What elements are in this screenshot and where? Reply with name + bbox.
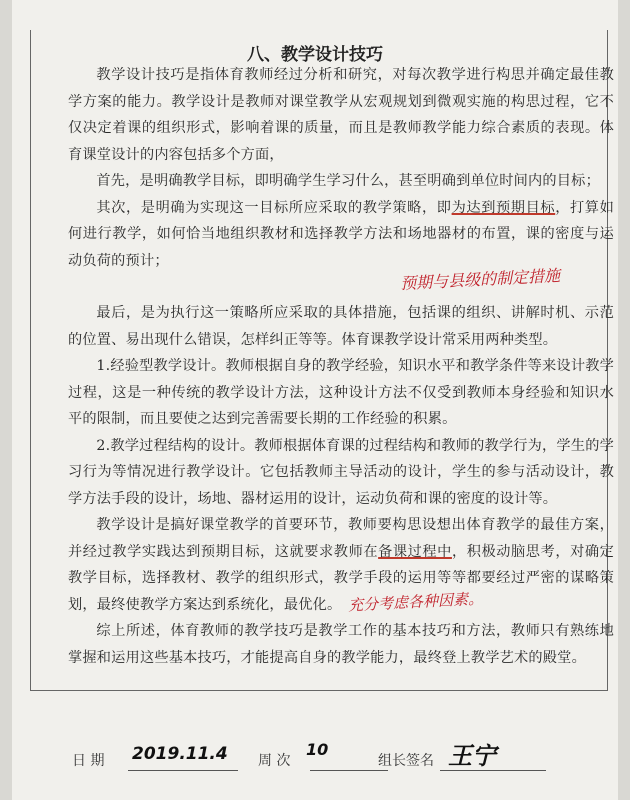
paragraph: 首先，是明确教学目标，即明确学生学习什么，甚至明确到单位时间内的目标； [96, 173, 600, 189]
underlined-phrase: 备课过程中 [378, 543, 452, 560]
paragraph: 其次，是明确为实现这一目标所应采取的教学策略，即为达到预期目标，打算如何进行教学，如何恰当地组织教材和选择教学方法和场地器材的布置，课的密度与运动负荷的预计； [68, 199, 614, 269]
paragraph: 1.经验型教学设计。教师根据自身的教学经验，知识水平和教学条件等来设计教学过程，这是一种传统的教学设计方法，这种设计方法不仅受到教师本身经验和知识水平的限制，而且要使之达到完善需要长期的工作经验的积累。 [68, 358, 614, 427]
week-value: 10 [306, 740, 329, 759]
section-title: 八、教学设计技巧 [247, 45, 383, 65]
date-value: 2019.11.4 [132, 744, 228, 764]
week-line [310, 770, 388, 771]
footer [0, 738, 630, 778]
paragraph: 教学设计是搞好课堂教学的首要环节，教师要构思设想出体育教学的最佳方案，并经过教学实践达到预期目标，这就要求教师在备课过程中，积极动脑思考，对确定教学目标，选择教材、教学的组织形式，教学手段的运用等等都要经过严密的谋略策划，最终使教学方案达到系统化，最优化。 [68, 517, 615, 613]
paragraph: 教学设计技巧是指体育教师经过分析和研究，对每次教学进行构思并确定最佳教学方案的能力。教学设计是教师对课堂教学从宏观规划到微观实施的构思过程，它不仅决定着课的组织形式，影响着课的质量，而且是教师教学能力综合素质的表现。体育课堂设计的内容包括多个方面， [68, 67, 614, 163]
paragraph: 2.教学过程结构的设计。教师根据体育课的过程结构和教师的教学行为，学生的学习行为等情况进行教学设计。它包括教师主导活动的设计，学生的参与活动设计，教学方法手段的设计，场地、器材运用的设计，运动负荷和课的密度的设计等。 [68, 437, 614, 507]
leader-signature: 王宁 [448, 742, 496, 770]
week-label: 周 次 [258, 753, 291, 769]
handwritten-annotation: 充分考虑各种因素。 [347, 589, 484, 615]
document-body [68, 62, 614, 671]
leader-label: 组长签名 [378, 753, 434, 769]
underlined-phrase: 为达到预期目标 [451, 199, 556, 216]
date-label: 日 期 [72, 753, 105, 769]
date-line [128, 770, 238, 771]
paragraph: 综上所述，体育教师的教学技巧是教学工作的基本技巧和方法，教师只有熟练地掌握和运用这些基本技巧，才能提高自身的教学能力，最终登上教学艺术的殿堂。 [68, 623, 614, 666]
handwritten-annotation: 预期与县级的制定措施 [399, 265, 561, 294]
paragraph: 最后，是为执行这一策略所应采取的具体措施，包括课的组织、讲解时机、示范的位置、易出现什么错误，怎样纠正等等。体育课教学设计常采用两种类型。 [68, 305, 614, 348]
